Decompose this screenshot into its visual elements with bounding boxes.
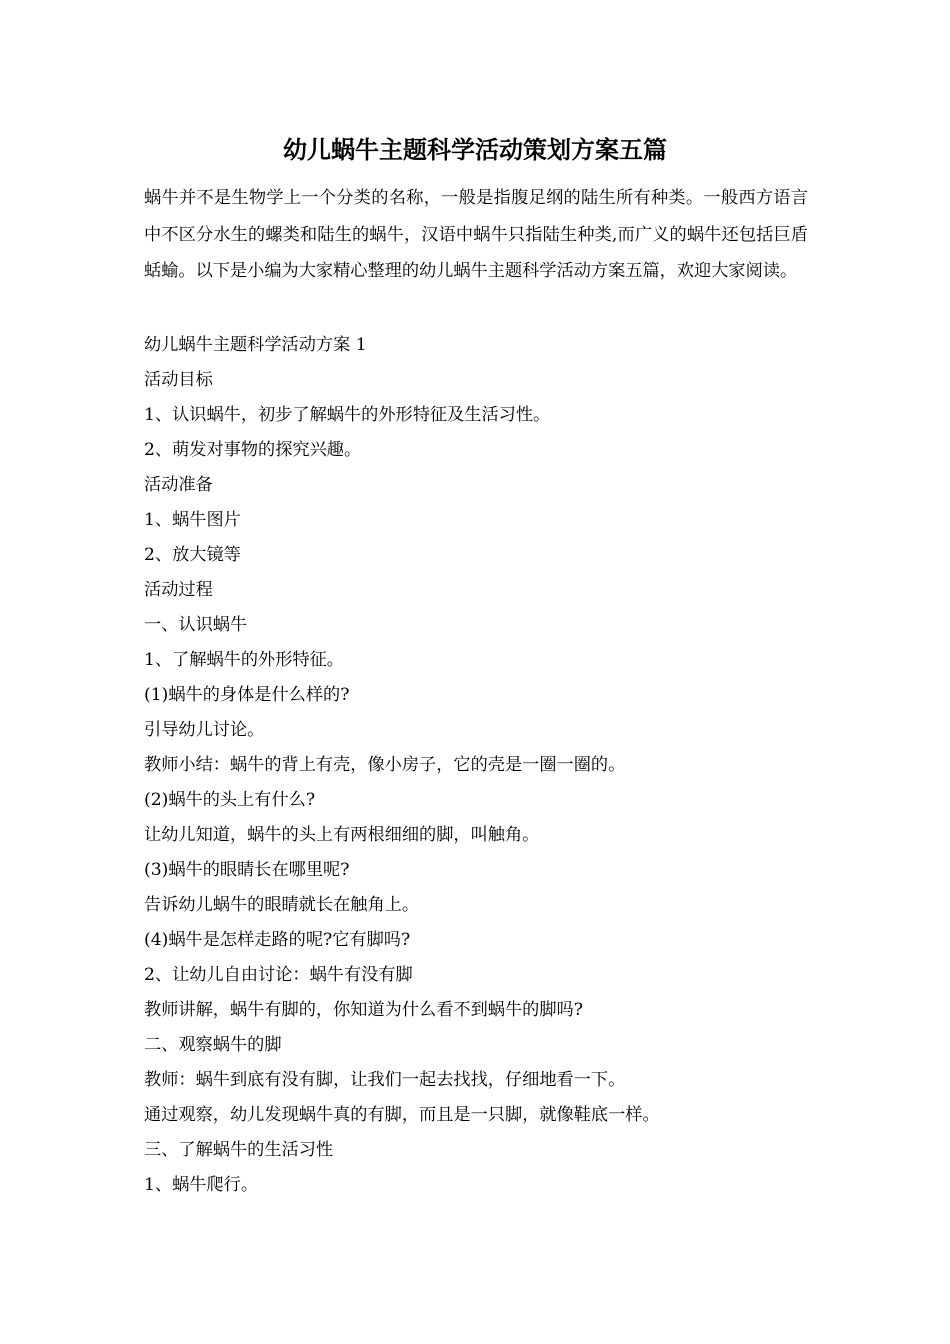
body-line: 1、蜗牛爬行。 (144, 1175, 259, 1195)
body-line: (4)蜗牛是怎样走路的呢?它有脚吗? (144, 930, 411, 950)
body-line: 2、放大镜等 (144, 545, 241, 565)
body-line: (2)蜗牛的头上有什么? (144, 790, 316, 810)
body-line: (3)蜗牛的眼睛长在哪里呢? (144, 860, 350, 880)
body-line: 活动目标 (144, 370, 213, 390)
body-line: 让幼儿知道，蜗牛的头上有两根细细的脚，叫触角。 (144, 825, 540, 845)
body-line: 告诉幼儿蜗牛的眼睛就长在触角上。 (144, 895, 420, 915)
body-line: 2、让幼儿自由讨论：蜗牛有没有脚 (144, 965, 413, 985)
body-line: (1)蜗牛的身体是什么样的? (144, 685, 350, 705)
body-line: 通过观察，幼儿发现蜗牛真的有脚，而且是一只脚，就像鞋底一样。 (144, 1105, 660, 1125)
body-line: 教师小结：蜗牛的背上有壳，像小房子，它的壳是一圈一圈的。 (144, 755, 626, 775)
body-line: 教师讲解，蜗牛有脚的，你知道为什么看不到蜗牛的脚吗? (144, 1000, 583, 1020)
body-line: 1、蜗牛图片 (144, 510, 241, 530)
body-line: 1、认识蜗牛，初步了解蜗牛的外形特征及生活习性。 (144, 405, 551, 425)
body-line: 幼儿蜗牛主题科学活动方案 1 (144, 335, 367, 355)
body-line: 活动准备 (144, 475, 213, 495)
body-lines (144, 328, 808, 1203)
intro-paragraph: 蜗牛并不是生物学上一个分类的名称，一般是指腹足纲的陆生所有种类。一般西方语言中不区分水生的螺类和陆生的蜗牛，汉语中蜗牛只指陆生种类,而广义的蜗牛还包括巨盾蛞蝓。以下是小编为大家精心整理的幼儿蜗牛主题科学活动方案五篇，欢迎大家阅读。 (144, 188, 808, 281)
body-line: 一、认识蜗牛 (144, 615, 248, 635)
body-line: 三、了解蜗牛的生活习性 (144, 1140, 334, 1160)
body-line: 教师：蜗牛到底有没有脚，让我们一起去找找，仔细地看一下。 (144, 1070, 626, 1090)
document-title: 幼儿蜗牛主题科学活动策划方案五篇 (283, 135, 667, 164)
body-line: 二、观察蜗牛的脚 (144, 1035, 282, 1055)
body-line: 2、萌发对事物的探究兴趣。 (144, 440, 362, 460)
body-line: 引导幼儿讨论。 (144, 720, 265, 740)
body-line: 活动过程 (144, 580, 213, 600)
body-line: 1、了解蜗牛的外形特征。 (144, 650, 344, 670)
